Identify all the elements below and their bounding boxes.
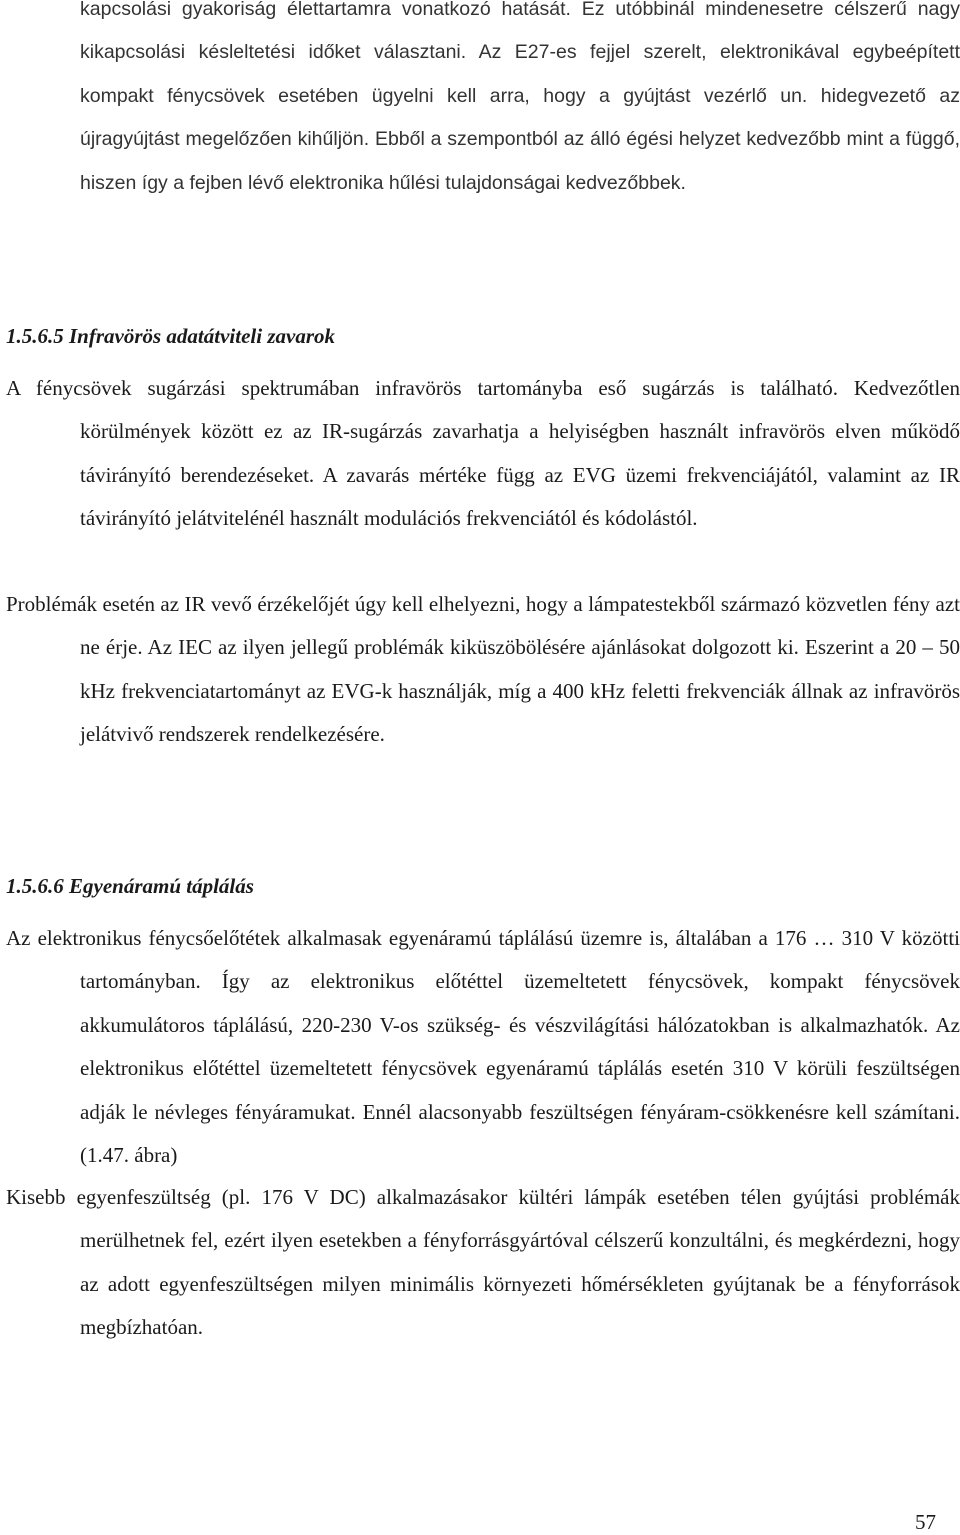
- paragraph-infrared-spectrum: A fénycsövek sugárzási spektrumában infravörös tartományba eső sugárzás is található. Kedvezőtlen körülmények között ez az IR-sugárzás zavarhatja a helyiségben használt infravörös elven működő távirányító berendezéseket. A zavarás mértéke függ az EVG üzemi frekvenciájától, valamint az IR távirányító jelátvitelénél használt modulációs frekvenciától és kódolástól.: [6, 376, 960, 531]
- section-heading-infrared: 1.5.6.5 Infravörös adatátviteli zavarok: [6, 324, 335, 348]
- page-number: 57: [915, 1510, 936, 1534]
- paragraph-dc-operation: Az elektronikus fénycsőelőtétek alkalmasak egyenáramú táplálású üzemre is, általában a 176 … 310 V közötti tartományban. Így az elektronikus előtéttel üzemeltetett fénycsövek, kompakt fénycsövek akkumulátoros táplálású, 220-230 V-os szükség- és vészvilágítási hálózatokban is alkalmazhatók. Az elektronikus előtéttel üzemeltetett fénycsövek egyenáramú táplálás esetén 310 V körüli feszültségen adják le névleges fényáramukat. Ennél alacsonyabb feszültségen fényáram-csökkenésre kell számítani. (1.47. ábra): [6, 926, 960, 1168]
- paragraph-ir-receiver-placement: Problémák esetén az IR vevő érzékelőjét úgy kell elhelyezni, hogy a lámpatestekből származó közvetlen fény azt ne érje. Az IEC az ilyen jellegű problémák kiküszöbölésére ajánlásokat dolgozott ki. Eszerint a 20 – 50 kHz frekvenciatartományt az EVG-k használják, míg a 400 kHz feletti frekvenciák állnak az infravörös jelátvivő rendszerek rendelkezésére.: [6, 592, 960, 747]
- paragraph-intro-continuation: kapcsolási gyakoriság élettartamra vonatkozó hatását. Ez utóbbinál mindenesetre célszerű nagy kikapcsolási késleltetési időket választani. Az E27-es fejjel szerelt, elektronikával egybeépített kompakt fénycsövek esetében ügyelni kell arra, hogy a gyújtást vezérlő un. hidegvezető az újragyújtást megelőzően kihűljön. Ebből a szempontból az álló égési helyzet kedvezőbb mint a függő, hiszen így a fejben lévő elektronika hűlési tulajdonságai kedvezőbbek.: [80, 0, 960, 194]
- paragraph-low-dc-voltage: Kisebb egyenfeszültség (pl. 176 V DC) alkalmazásakor kültéri lámpák esetében télen gyújtási problémák merülhetnek fel, ezért ilyen esetekben a fényforrásgyártóval célszerű konzultálni, és megkérdezni, hogy az adott egyenfeszültségen milyen minimális környezeti hőmérsékleten gyújtanak be a fényforrások megbízhatóan.: [6, 1185, 960, 1340]
- section-heading-dc-supply: 1.5.6.6 Egyenáramú táplálás: [6, 874, 254, 898]
